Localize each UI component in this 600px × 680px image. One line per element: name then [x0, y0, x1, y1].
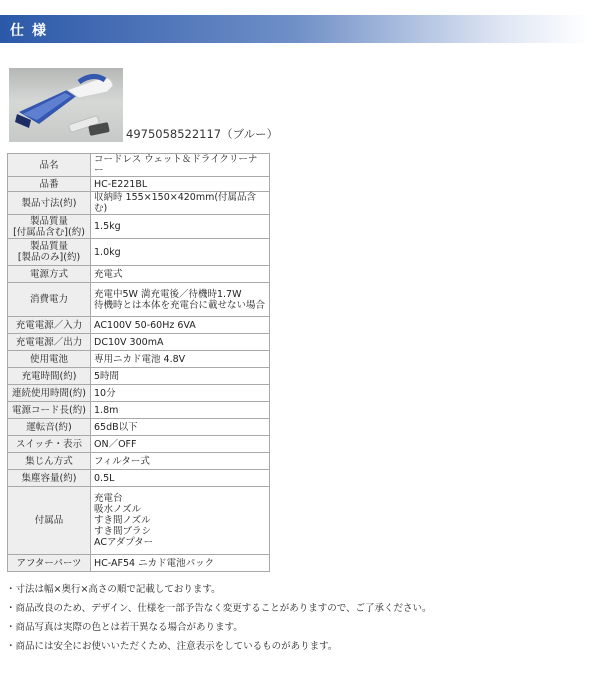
spec-row — [8, 419, 270, 436]
spec-value: ON／OFF — [91, 436, 270, 453]
spec-row — [8, 436, 270, 453]
spec-value: 充電式 — [91, 266, 270, 283]
spec-value: HC-E221BL — [91, 177, 270, 192]
spec-value: DC10V 300mA — [91, 334, 270, 351]
cleaner-illustration — [9, 68, 123, 142]
spec-value: 65dB以下 — [91, 419, 270, 436]
spec-value: 専用ニカド電池 4.8V — [91, 351, 270, 368]
spec-value: AC100V 50-60Hz 6VA — [91, 317, 270, 334]
spec-value: 充電中5W 満充電後／待機時1.7W 待機時とは本体を充電台に載せない場合 — [91, 283, 270, 317]
spec-label: 使用電池 — [8, 351, 91, 368]
spec-row — [8, 351, 270, 368]
section-header-bar — [0, 15, 590, 43]
notes-list — [6, 584, 432, 660]
spec-row — [8, 317, 270, 334]
spec-value: HC-AF54 ニカド電池パック — [91, 555, 270, 572]
spec-row — [8, 334, 270, 351]
spec-label: 充電電源／出力 — [8, 334, 91, 351]
note-item: ・商品改良のため、デザイン、仕様を一部予告なく変更することがありますので、ご了承ください。 — [6, 603, 432, 614]
note-item: ・商品写真は実際の色とは若干異なる場合があります。 — [6, 622, 243, 633]
spec-label: 電源コード長(約) — [8, 402, 91, 419]
spec-row — [8, 453, 270, 470]
product-code-label: 4975058522117（ブルー） — [126, 127, 279, 141]
spec-row — [8, 385, 270, 402]
spec-value: 1.5kg — [91, 215, 270, 239]
spec-value: 0.5L — [91, 470, 270, 487]
note-item: ・商品には安全にお使いいただくため、注意表示をしているものがあります。 — [6, 641, 338, 652]
spec-label: 集じん方式 — [8, 453, 91, 470]
spec-table — [7, 153, 270, 572]
spec-value: 充電台 吸水ノズル すき間ノズル すき間ブラシ ACアダプター — [91, 487, 270, 555]
spec-label: 付属品 — [8, 487, 91, 555]
spec-value: 10分 — [91, 385, 270, 402]
spec-label: 集塵容量(約) — [8, 470, 91, 487]
spec-label: 消費電力 — [8, 283, 91, 317]
spec-value: 1.8m — [91, 402, 270, 419]
spec-row — [8, 192, 270, 215]
spec-row — [8, 487, 270, 555]
spec-value: フィルター式 — [91, 453, 270, 470]
note-item: ・寸法は幅×奥行×高さの順で記載しております。 — [6, 584, 221, 595]
spec-label: 製品寸法(約) — [8, 192, 91, 215]
spec-row — [8, 154, 270, 177]
spec-label: 品名 — [8, 154, 91, 177]
spec-value: 1.0kg — [91, 239, 270, 266]
spec-row — [8, 283, 270, 317]
product-photo — [9, 68, 123, 142]
spec-row — [8, 555, 270, 572]
spec-label: 運転音(約) — [8, 419, 91, 436]
spec-row — [8, 470, 270, 487]
spec-label: 品番 — [8, 177, 91, 192]
spec-row — [8, 177, 270, 192]
spec-row — [8, 402, 270, 419]
spec-row — [8, 239, 270, 266]
spec-label: アフターパーツ — [8, 555, 91, 572]
spec-value: 収納時 155×150×420mm(付属品含む) — [91, 192, 270, 215]
spec-value: コードレス ウェット＆ドライクリーナー — [91, 154, 270, 177]
section-title: 仕様 — [10, 23, 54, 39]
spec-label: 充電電源／入力 — [8, 317, 91, 334]
spec-label: スイッチ・表示 — [8, 436, 91, 453]
spec-label: 連続使用時間(約) — [8, 385, 91, 402]
spec-label: 電源方式 — [8, 266, 91, 283]
spec-row — [8, 368, 270, 385]
spec-row — [8, 266, 270, 283]
spec-label: 充電時間(約) — [8, 368, 91, 385]
spec-value: 5時間 — [91, 368, 270, 385]
spec-label: 製品質量 [付属品含む](約) — [8, 215, 91, 239]
spec-label: 製品質量 [製品のみ](約) — [8, 239, 91, 266]
spec-row — [8, 215, 270, 239]
